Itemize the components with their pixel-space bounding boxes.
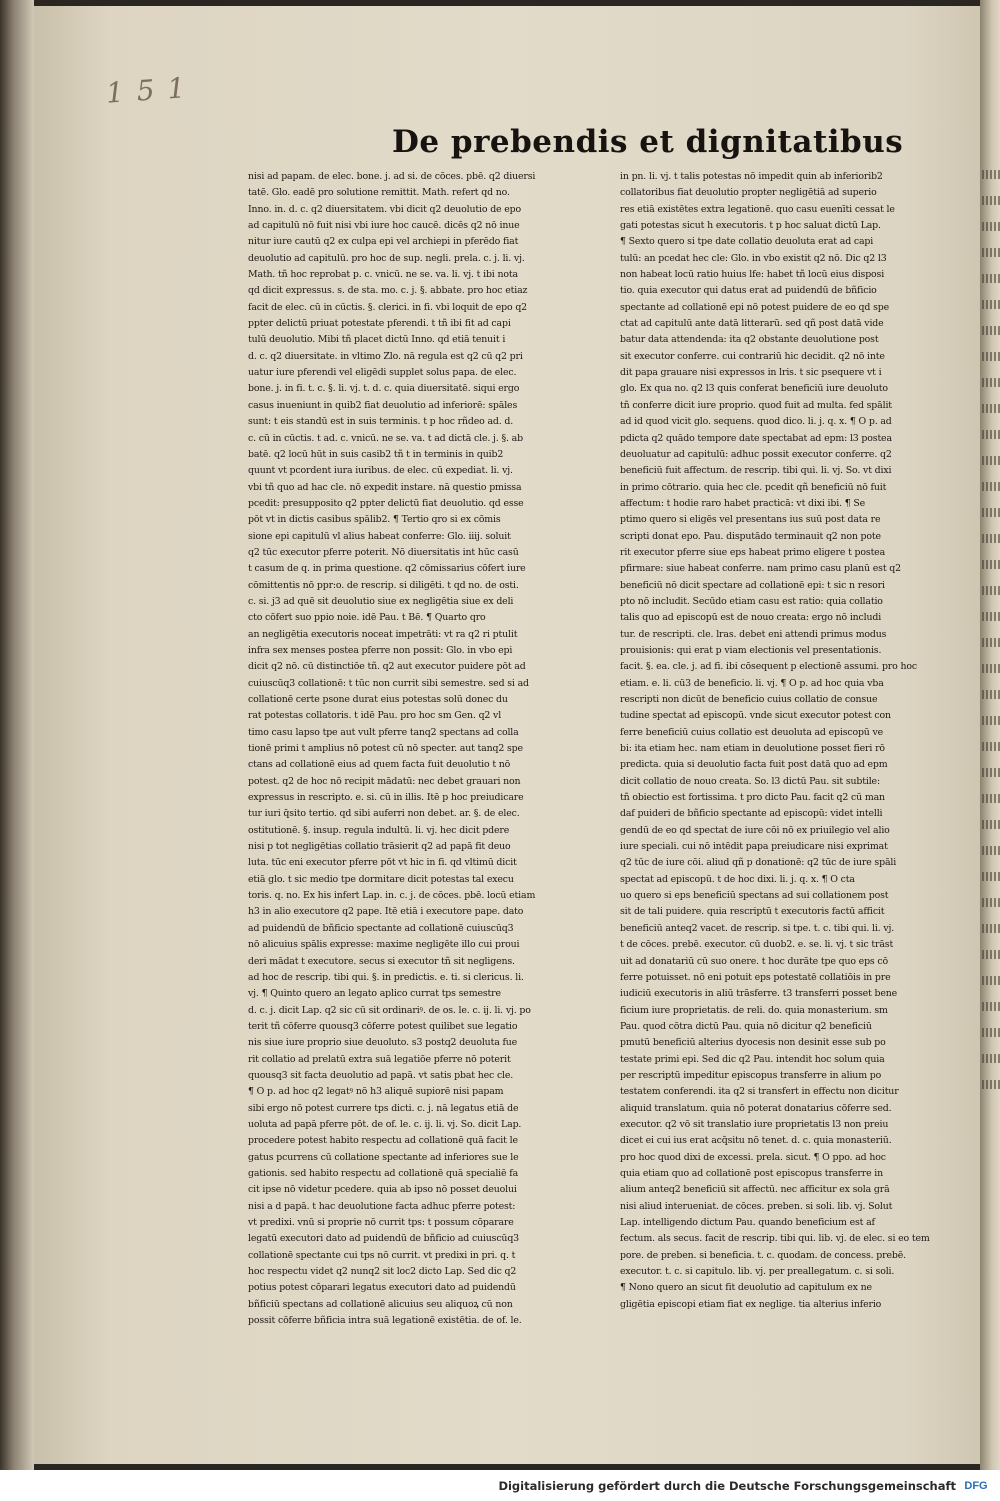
text-line: sibi ergo nō potest currere tps dicti. c. j. nā legatus etiā de xyxy=(248,1102,519,1114)
text-line: ctat ad capitulū ante datā litterarū. sed qñ post datā vide xyxy=(620,318,884,330)
text-line: pto nō includit. Secūdo etiam casu est ratio: quia collatio xyxy=(620,595,883,607)
text-line: batē. q2 locū hūt in suis casib2 tñ t in terminis in quib2 xyxy=(248,448,504,460)
text-line: potest. q2 de hoc nō recipit mādatū: nec debet grauari non xyxy=(248,775,521,787)
book-fore-edge xyxy=(0,0,34,1470)
text-line: pōt vt in dictis casibus spālib2. ¶ Tertio qro si ex cōmis xyxy=(248,514,501,526)
adjacent-page-text-fragment xyxy=(982,222,1000,231)
adjacent-page-text-fragment xyxy=(982,534,1000,543)
text-line: dicit q2 nō. cū distinctiōe tñ. q2 aut executor puidere pōt ad xyxy=(248,661,526,673)
text-line: nō alicuius spālis expresse: maxime negligēte illo cui proui xyxy=(248,939,520,951)
text-line: rit collatio ad prelatū extra suā legatiōe pferre nō poterit xyxy=(248,1053,511,1065)
text-line: an negligētia executoris noceat impetrāti: vt ra q2 ri ptulit xyxy=(248,628,518,640)
text-line: sit executor conferre. cui contrariū hic decidit. q2 nō inte xyxy=(620,350,885,362)
text-line: executor. q2 vō sit translatio iure proprietatis l3 non preiu xyxy=(620,1118,889,1130)
text-line: sit de tali puidere. quia rescriptū t executoris factū afficit xyxy=(620,906,885,918)
text-line: gati potestas sicut h executoris. t p hoc saluat dictū Lap. xyxy=(620,220,881,232)
text-line: sunt: t eis standū est in suis terminis. t p hoc rñdeo ad. d. xyxy=(248,416,514,428)
text-line: pcedit: presupposito q2 ppter delictū fiat deuolutio. qd esse xyxy=(248,497,524,509)
text-line: collationē spectante cui tps nō currit. vt predixi in pri. q. t xyxy=(248,1249,516,1261)
text-line: spectat ad episcopū. t de hoc dixi. li. j. q. x. ¶ O cta xyxy=(620,873,855,885)
adjacent-page-text-fragment xyxy=(982,612,1000,621)
adjacent-page-text-fragment xyxy=(982,716,1000,725)
text-line: facit. §. ea. cle. j. ad fi. ibi cōsequent p electionē assumi. pro hoc xyxy=(620,661,917,673)
text-line: rit executor pferre siue eps habeat primo eligere t postea xyxy=(620,546,886,558)
text-line: q2 tūc de iure cōi. aliud qñ p donationē: q2 tūc de iure spāli xyxy=(620,857,897,869)
adjacent-page-text-fragment xyxy=(982,950,1000,959)
text-line: tulū deuolutio. Mibi tñ placet dictū Inno. qd etiā tenuit i xyxy=(248,334,506,346)
adjacent-page-text-fragment xyxy=(982,976,1000,985)
text-column-right xyxy=(620,169,966,1310)
adjacent-page-text-fragment xyxy=(982,586,1000,595)
adjacent-page-text-fragment xyxy=(982,742,1000,751)
text-line: quunt vt pcordent iura iuribus. de elec. cū expediat. li. vj. xyxy=(248,465,513,477)
text-line: pfirmare: siue habeat conferre. nam primo casu planū est q2 xyxy=(620,563,901,575)
text-line: qd dicit expressus. s. de sta. mo. c. j. §. abbate. pro hoc etiaz xyxy=(248,285,528,297)
text-line: executor. t. c. si capitulo. lib. vj. per preallegatum. c. si soli. xyxy=(620,1266,895,1278)
adjacent-page-text-fragment xyxy=(982,1054,1000,1063)
text-line: bñficiū spectans ad collationē alicuius seu aliquoꝝ cū non xyxy=(248,1298,513,1310)
text-line: dicet ei cui ius erat acq̄situ nō tenet. d. c. quia monasteriū. xyxy=(620,1135,892,1147)
text-line: potius potest cōparari legatus executori dato ad puidendū xyxy=(248,1282,516,1294)
text-line: prouisionis: qui erat p viam electionis vel presentationis. xyxy=(620,644,882,656)
text-line: tionē primi t amplius nō potest cū nō specter. aut tanq2 spe xyxy=(248,743,523,755)
adjacent-page-text-fragment xyxy=(982,846,1000,855)
text-line: cuiuscūq3 collationē: t tūc non currit sibi semestre. sed si ad xyxy=(248,677,529,689)
text-line: tñ obiectio est fortissima. t pro dicto Pau. facit q2 cū man xyxy=(620,792,885,804)
adjacent-page-text-fragment xyxy=(982,196,1000,205)
adjacent-page-text-fragment xyxy=(982,898,1000,907)
text-line: beneficiū anteq2 vacet. de rescrip. si tpe. t. c. tibi qui. li. vj. xyxy=(620,922,895,934)
text-line: vt predixi. vnū si proprie nō currit tps: t possum cōparare xyxy=(248,1217,514,1228)
text-line: collatoribus fiat deuolutio propter negligētiā ad superio xyxy=(620,187,877,199)
text-line: per rescriptū impeditur episcopus transferre in alium po xyxy=(620,1069,882,1081)
text-line: uo quero si eps beneficiū spectans ad sui collationem post xyxy=(620,890,889,902)
text-line: deuolutio ad capitulū. pro hoc de sup. negli. prela. c. j. li. vj. xyxy=(248,252,525,264)
text-line: h3 in alio executore q2 pape. Itē etiā i executore pape. dato xyxy=(248,906,524,918)
folio-number: 1 5 1 xyxy=(104,71,189,110)
text-line: aliquid translatum. quia nō poterat donatarius cōferre sed. xyxy=(620,1102,892,1114)
text-line: bone. j. in fi. t. c. §. li. vj. t. d. c. quia diuersitatē. siqui ergo xyxy=(248,383,520,395)
text-line: testate primi epi. Sed dic q2 Pau. intendit hoc solum quia xyxy=(620,1053,885,1065)
text-column-left xyxy=(248,169,573,1327)
text-line: quia etiam quo ad collationē post episcopus transferre in xyxy=(620,1167,884,1179)
text-line: vj. ¶ Quinto quero an legato aplico currat tps semestre xyxy=(248,988,501,1000)
text-line: pmutū beneficiū alterius dyocesis non desinit esse sub po xyxy=(620,1037,886,1049)
text-line: batur data attendenda: ita q2 obstante deuolutione post xyxy=(620,334,879,346)
text-line: t casum de q. in prima questione. q2 cōmissarius cōfert iure xyxy=(248,563,526,575)
text-line: beneficiū nō dicit spectare ad collationē epi: t sic n resori xyxy=(620,579,885,591)
text-line: q2 tūc executor pferre poterit. Nō diuersitatis int hūc casū xyxy=(248,546,519,558)
text-line: tñ conferre dicit iure proprio. quod fuit ad multa. fed spālit xyxy=(620,399,892,411)
text-line: dicit collatio de nouo creata. So. l3 dictū Pau. sit subtile: xyxy=(620,775,880,787)
text-line: fectum. als secus. facit de rescrip. tibi qui. lib. vj. de elec. si eo tem xyxy=(620,1233,930,1245)
text-line: in primo cōtrario. quia hec cle. pcedit qñ beneficiū nō fuit xyxy=(620,481,887,493)
text-line: res etiā existētes extra legationē. quo casu euenīti cessat le xyxy=(620,203,895,215)
text-line: in pn. li. vj. t talis potestas nō impedit quin ab inferiorib2 xyxy=(620,171,883,182)
text-line: d. c. q2 diuersitate. in vltimo Zlo. nā regula est q2 cū q2 pri xyxy=(248,350,523,362)
adjacent-page-text-fragment xyxy=(982,1028,1000,1037)
text-line: etiam. e. li. cū3 de beneficio. li. vj. ¶ O p. ad hoc quia vba xyxy=(620,677,884,689)
text-line: hoc respectu videt q2 nunq2 sit loc2 dicto Lap. Sed dic q2 xyxy=(248,1266,517,1278)
text-line: tatē. Glo. eadē pro solutione remittit. Math. refert qd no. xyxy=(248,187,510,199)
text-line: gligētia episcopi etiam fiat ex neglige. tia alterius inferio xyxy=(620,1298,882,1310)
text-line: testatem conferendi. ita q2 si transfert in effectu non dicitur xyxy=(620,1086,899,1098)
text-line: facit de elec. cū in cūctis. §. clerici. in fi. vbi loquit de epo q2 xyxy=(248,301,528,313)
text-line: gendū de eo qd spectat de iure cōi nō ex priuilegio vel alio xyxy=(620,824,890,836)
text-line: ferre beneficiū cuius collatio est deuoluta ad episcopū ve xyxy=(620,726,884,738)
adjacent-page-text-fragment xyxy=(982,508,1000,517)
text-line: expressus in rescripto. e. si. cū in illis. Itē p hoc preiudicare xyxy=(248,792,524,804)
text-line: tur. de rescripti. cle. lras. debet eni attendi primus modus xyxy=(620,628,887,640)
dfg-logo xyxy=(960,1477,992,1493)
text-line: tio. quia executor qui datus erat ad puidendū de bñficio xyxy=(620,285,877,297)
text-line: ostitutionē. §. insup. regula indultū. li. vj. hec dicit pdere xyxy=(248,824,510,836)
text-line: ficium iure proprietatis. de reli. do. quia monasterium. sm xyxy=(620,1004,888,1016)
text-line: nisi a d papā. t hac deuolutione facta adhuc pferre potest: xyxy=(248,1200,516,1212)
text-line: uoluta ad papā pferre pōt. de of. le. c. ij. li. vj. So. dicit Lap. xyxy=(248,1118,522,1130)
text-line: legatū executori dato ad puidendū de bñficio ad cuiuscūq3 xyxy=(248,1233,519,1245)
text-line: etiā glo. t sic medio tpe dormitare dicit potestas tal execu xyxy=(248,873,514,885)
text-line: c. si. j3 ad quē sit deuolutio siue ex negligētia siue ex deli xyxy=(248,595,514,607)
text-line: nitur iure cautū q2 ex culpa epi vel archiepi in pferēdo fiat xyxy=(248,236,519,248)
text-line: Inno. in. d. c. q2 diuersitatem. vbi dicit q2 deuolutio de epo xyxy=(248,203,522,215)
text-line: ¶ Sexto quero si tpe date collatio deuoluta erat ad capi xyxy=(620,236,874,248)
text-line: spectante ad collationē epi nō potest puidere de eo qd spe xyxy=(620,301,889,313)
text-line: terit tñ cōferre quousq3 cōferre potest quilibet sue legatio xyxy=(248,1020,518,1032)
text-line: daf puideri de bñficio spectante ad episcopū: videt intelli xyxy=(620,808,883,820)
adjacent-page-text-fragment xyxy=(982,274,1000,283)
text-line: Lap. intelligendo dictum Pau. quando beneficium est af xyxy=(620,1217,875,1228)
text-line: ¶ O p. ad hoc q2 legatꝰ nō h3 aliquē supiorē nisi papam xyxy=(248,1086,504,1098)
text-line: ad id quod vicit glo. sequens. quod dico. li. j. q. x. ¶ O p. ad xyxy=(620,416,892,428)
text-line: bi: ita etiam hec. nam etiam in deuolutione posset fieri rō xyxy=(620,743,885,755)
footer-bar xyxy=(0,1470,1000,1501)
adjacent-page-edge xyxy=(980,0,1000,1470)
adjacent-page-text-fragment xyxy=(982,638,1000,647)
text-line: pdicta q2 quādo tempore date spectabat ad epm: l3 postea xyxy=(620,432,892,444)
text-line: deri mādat t executore. secus si executor tñ sit negligens. xyxy=(248,955,515,967)
text-line: iure speciali. cui nō intēdit papa preiudicare nisi exprimat xyxy=(620,841,888,853)
text-line: ¶ Nono quero an sicut fit deuolutio ad capitulum ex ne xyxy=(620,1282,872,1294)
text-line: Math. tñ hoc reprobat p. c. vnicū. ne se. va. li. vj. t ibi nota xyxy=(248,269,518,281)
adjacent-page-text-fragment xyxy=(982,664,1000,673)
text-line: nisi aliud interueniat. de cōces. preben. si soli. lib. vj. Solut xyxy=(620,1200,893,1212)
text-line: c. cū in cūctis. t ad. c. vnicū. ne se. va. t ad dictā cle. j. §. ab xyxy=(248,432,523,444)
text-line: cto cōfert suo ppio noie. idē Pau. t Bē. ¶ Quarto qro xyxy=(248,612,486,624)
text-line: pore. de preben. si beneficia. t. c. quodam. de concess. prebē. xyxy=(620,1249,906,1261)
text-line: affectum: t hodie raro habet practicā: vt dixi ibi. ¶ Se xyxy=(620,497,866,509)
text-line: gationis. sed habito respectu ad collationē quā specialiē fa xyxy=(248,1167,519,1179)
text-line: quousq3 sit facta deuolutio ad papā. vt satis pbat hec cle. xyxy=(248,1069,514,1081)
adjacent-page-text-fragment xyxy=(982,1002,1000,1011)
text-line: predicta. quia si deuolutio facta fuit post datā quo ad epm xyxy=(620,759,888,771)
funding-notice: Digitalisierung gefördert durch die Deutsche Forschungsgemeinschaft xyxy=(498,1479,956,1493)
svg-text:DFG: DFG xyxy=(964,1480,988,1492)
text-line: cōmittentis nō ppr:o. de rescrip. si diligēti. t qd no. de osti. xyxy=(248,579,519,591)
adjacent-page-text-fragment xyxy=(982,248,1000,257)
text-line: ad hoc de rescrip. tibi qui. §. in predictis. e. ti. si clericus. li. xyxy=(248,971,524,983)
text-line: luta. tūc eni executor pferre pōt vt hic in fi. qd vltimū dicit xyxy=(248,857,517,869)
text-line: t de cōces. prebē. executor. cū duob2. e. se. li. vj. t sic trāst xyxy=(620,939,894,951)
adjacent-page-text-fragment xyxy=(982,690,1000,699)
text-line: iudiciū executoris in aliū trāsferre. t3 transferri posset bene xyxy=(620,988,898,1000)
text-line: sione epi capitulū vl alius habeat conferre: Glo. iiij. soluit xyxy=(248,530,511,542)
dfg-logo-icon xyxy=(961,1478,991,1492)
text-line: scripti donat epo. Pau. disputādo terminauit q2 non pote xyxy=(620,530,881,542)
adjacent-page-text-fragment xyxy=(982,794,1000,803)
text-line: cit ipse nō videtur pcedere. quia ab ipso nō posset deuolui xyxy=(248,1184,517,1196)
running-head: De prebendis et dignitatibus xyxy=(392,124,904,160)
text-line: ad puidendū de bñficio spectante ad collationē cuiuscūq3 xyxy=(248,922,514,934)
text-line: tulū: an pcedat hec cle: Glo. in vbo existit q2 nō. Dic q2 l3 xyxy=(620,252,887,264)
text-line: nis siue iure proprio siue deuoluto. s3 postq2 deuoluta fue xyxy=(248,1037,518,1049)
text-line: timo casu lapso tpe aut vult pferre tanq2 spectans ad colla xyxy=(248,726,519,738)
text-line: nisi ad papam. de elec. bone. j. ad si. de cōces. pbē. q2 diuersi xyxy=(248,171,536,182)
adjacent-page-text-fragment xyxy=(982,378,1000,387)
text-line: ad capitulū nō fuit nisi vbi iure hoc caucē. dicēs q2 nō inue xyxy=(248,220,520,232)
text-line: tur iuri q̄sito tertio. qd sibi auferri non debet. ar. §. de elec. xyxy=(248,808,520,820)
text-line: Pau. quod cōtra dictū Pau. quia nō dicitur q2 beneficiū xyxy=(620,1020,872,1032)
adjacent-page-text-fragment xyxy=(982,170,1000,179)
text-line: alium anteq2 beneficiū sit affectū. nec afficitur ex sola grā xyxy=(620,1184,890,1196)
book-page xyxy=(34,6,980,1464)
text-line: ptimo quero si eligēs vel presentans ius suū post data re xyxy=(620,514,881,526)
text-line: infra sex menses postea pferre non possit: Glo. in vbo epi xyxy=(248,644,513,656)
text-line: dit papa grauare nisi expressos in lris. t sic psequere vt i xyxy=(620,367,882,379)
adjacent-page-text-fragment xyxy=(982,560,1000,569)
text-line: rat potestas collatoris. t idē Pau. pro hoc sm Gen. q2 vl xyxy=(248,710,502,722)
adjacent-page-text-fragment xyxy=(982,872,1000,881)
adjacent-page-text-fragment xyxy=(982,352,1000,361)
adjacent-page-text-fragment xyxy=(982,768,1000,777)
text-line: ferre potuisset. nō eni potuit eps potestatē collatiōis in pre xyxy=(620,971,891,983)
adjacent-page-text-fragment xyxy=(982,924,1000,933)
text-line: possit cōferre bñficia intra suā legationē existētia. de of. le. xyxy=(248,1315,522,1327)
adjacent-page-text-fragment xyxy=(982,456,1000,465)
text-line: pro hoc quod dixi de excessi. prela. sicut. ¶ O ppo. ad hoc xyxy=(620,1151,886,1163)
text-line: tudine spectat ad episcopū. vnde sicut executor potest con xyxy=(620,710,891,722)
text-line: uit ad donatariū cū suo onere. t hoc durāte tpe quo eps cō xyxy=(620,955,889,967)
adjacent-page-text-fragment xyxy=(982,430,1000,439)
adjacent-page-text-fragment xyxy=(982,326,1000,335)
text-line: uatur iure pferendi vel eligēdi supplet solus papa. de elec. xyxy=(248,367,517,379)
text-line: procedere potest habito respectu ad collationē quā facit le xyxy=(248,1135,518,1147)
text-line: ctans ad collationē eius ad quem facta fuit deuolutio t nō xyxy=(248,759,511,771)
text-line: nisi p tot negligētias collatio trāsierit q2 ad papā fit deuo xyxy=(248,841,511,853)
adjacent-page-text-fragment xyxy=(982,820,1000,829)
text-line: d. c. j. dicit Lap. q2 sic cū sit ordinariꝰ. de os. le. c. ij. li. vj. po xyxy=(248,1004,531,1016)
text-line: casus inueniunt in quib2 fiat deuolutio ad inferiorē: spāles xyxy=(248,399,518,411)
text-line: deuoluatur ad capitulū: adhuc possit executor conferre. q2 xyxy=(620,448,892,460)
adjacent-page-text-fragment xyxy=(982,1080,1000,1089)
text-line: beneficiū fuit affectum. de rescrip. tibi qui. li. vj. So. vt dixi xyxy=(620,465,892,477)
text-line: talis quo ad episcopū est de nouo creata: ergo nō includi xyxy=(620,612,882,624)
adjacent-page-text-fragment xyxy=(982,300,1000,309)
text-line: vbi tñ quo ad hac cle. nō expedit instare. nā questio pmissa xyxy=(248,481,522,493)
text-line: collationē certe psone durat eius potestas solū donec du xyxy=(248,694,508,705)
text-line: glo. Ex qua no. q2 l3 quis conferat beneficiū iure deuoluto xyxy=(620,383,888,395)
text-line: non habeat locū ratio huius lfe: habet tñ locū eius disposi xyxy=(620,269,885,281)
text-line: ppter delictū priuat potestate pferendi. t tñ ibi fit ad capi xyxy=(248,318,511,330)
text-line: gatus pcurrens cū collatione spectante ad inferiores sue le xyxy=(248,1151,519,1163)
adjacent-page-text-fragment xyxy=(982,404,1000,413)
text-line: toris. q. no. Ex his infert Lap. in. c. j. de cōces. pbē. locū etiam xyxy=(248,890,536,902)
adjacent-page-text-fragment xyxy=(982,482,1000,491)
text-line: rescripti non dicūt de beneficio cuius collatio de consue xyxy=(620,694,878,705)
